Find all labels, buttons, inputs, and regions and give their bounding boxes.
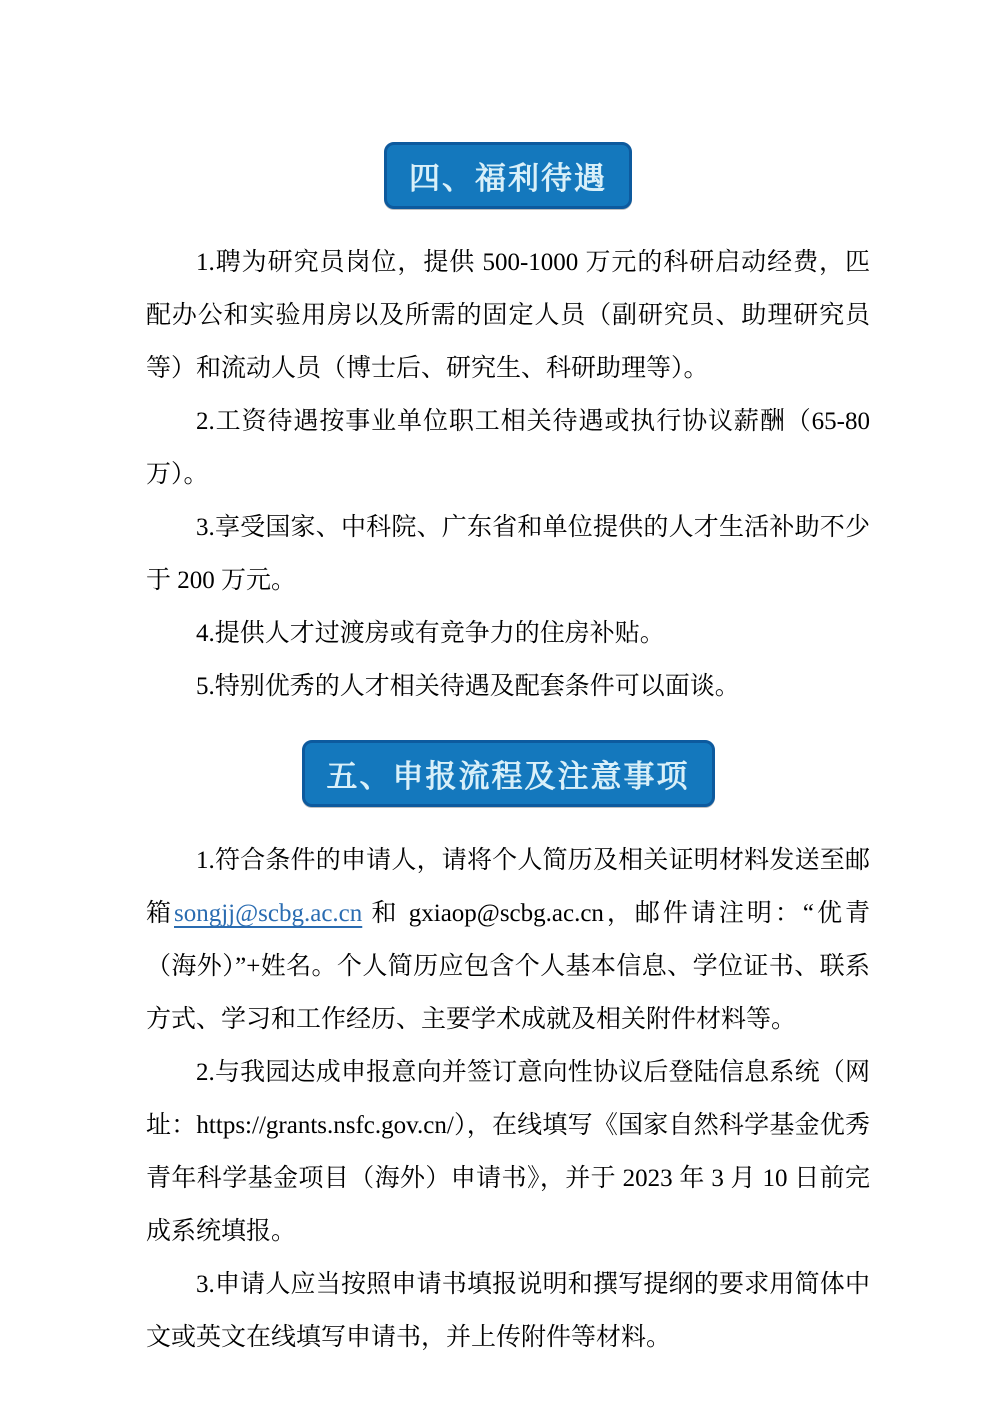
benefits-item-3: 3.享受国家、中科院、广东省和单位提供的人才生活补助不少于 200 万元。 [146, 514, 870, 594]
email-link-songjj[interactable]: songjj@scbg.ac.cn [174, 900, 363, 927]
application-item-1-text-after: 和 gxiaop@scbg.ac.cn，邮件请注明：“优青（海外）”+姓名。个人简历应包含个人基本信息、学位证书、联系方式、学习和工作经历、主要学术成就及相关附件材料等。 [146, 900, 870, 1033]
application-item-1 [146, 834, 870, 1046]
benefits-item-4: 4.提供人才过渡房或有竞争力的住房补贴。 [196, 620, 665, 647]
section-application-heading-badge [302, 740, 715, 807]
section-benefits [146, 142, 870, 713]
document-content [146, 142, 870, 1364]
benefits-item-2: 2.工资待遇按事业单位职工相关待遇或执行协议薪酬（65-80 万）。 [146, 408, 870, 488]
section-application [146, 740, 870, 1364]
application-item-2: 2.与我园达成申报意向并签订意向性协议后登陆信息系统（网址：https://grants.nsfc.gov.cn/），在线填写《国家自然科学基金优秀青年科学基金项目（海外）申请书》，并于 2023 年 3 月 10 日前完成系统填报。 [146, 1059, 870, 1245]
benefits-item-5: 5.特别优秀的人才相关待遇及配套条件可以面谈。 [196, 673, 740, 700]
section-application-heading-text: 五、申报流程及注意事项 [326, 759, 690, 794]
application-item-3: 3.申请人应当按照申请书填报说明和撰写提纲的要求用简体中文或英文在线填写申请书，并上传附件等材料。 [146, 1271, 870, 1351]
application-item-1-text-before: 1.符合条件的申请人，请将个人简历及相关证明材料发送至邮箱 [146, 847, 870, 927]
section-benefits-heading-badge [384, 142, 632, 209]
benefits-item-1: 1.聘为研究员岗位，提供 500-1000 万元的科研启动经费，匹配办公和实验用房以及所需的固定人员（副研究员、助理研究员等）和流动人员（博士后、研究生、科研助理等）。 [146, 249, 870, 382]
section-benefits-heading-text: 四、福利待遇 [409, 161, 607, 196]
